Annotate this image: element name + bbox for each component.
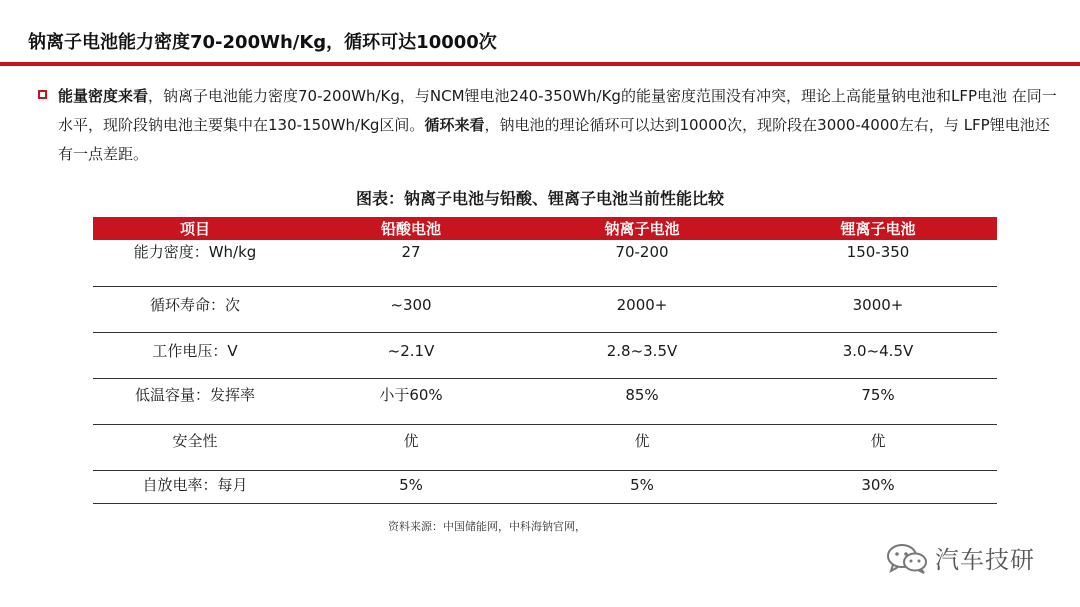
table-caption: 图表：钠离子电池与铅酸、锂离子电池当前性能比较 [355, 189, 724, 208]
sodium-ion-value: 70-200 [525, 240, 759, 286]
header-lead-acid: 铅酸电池 [297, 217, 525, 240]
row-label: 能力密度：Wh/kg [93, 240, 297, 286]
header-sodium-ion: 钠离子电池 [525, 217, 759, 240]
page-title: 钠离子电池能力密度70-200Wh/Kg，循环可达10000次 [28, 32, 497, 53]
lithium-ion-value: 优 [759, 424, 997, 470]
lithium-ion-value: 3000+ [759, 286, 997, 332]
row-label: 安全性 [93, 424, 297, 470]
lead-acid-value: ~300 [297, 286, 525, 332]
wechat-icon [885, 542, 929, 574]
watermark-text: 汽车技研 [935, 546, 1035, 574]
table-header-row [93, 217, 997, 240]
row-label: 低温容量：发挥率 [93, 378, 297, 424]
table-row [93, 378, 997, 424]
table-row [93, 470, 997, 503]
lithium-ion-value: 30% [759, 470, 997, 503]
lithium-ion-value: 75% [759, 378, 997, 424]
sodium-ion-value: 优 [525, 424, 759, 470]
lead-acid-value: 优 [297, 424, 525, 470]
lead-acid-value: 小于60% [297, 378, 525, 424]
watermark [885, 540, 1035, 575]
lithium-ion-value: 3.0~4.5V [759, 332, 997, 378]
sodium-ion-value: 2000+ [525, 286, 759, 332]
lithium-ion-value: 150-350 [759, 240, 997, 286]
source-note: 资料来源：中国储能网，中科海钠官网， [388, 520, 586, 533]
summary-text [58, 82, 1058, 169]
sodium-ion-value: 2.8~3.5V [525, 332, 759, 378]
row-label: 循环寿命：次 [93, 286, 297, 332]
lead-energy-density: 能量密度来看 [58, 87, 149, 105]
table-row [93, 332, 997, 378]
lead-cycle: 循环来看 [424, 116, 485, 134]
lead-acid-value: 5% [297, 470, 525, 503]
title-divider [0, 62, 1080, 66]
comparison-table [93, 217, 997, 504]
energy-density-text: ，钠离子电池能力密度70-200Wh/Kg，与NCM锂电池240-350Wh/Kg的能量密度范围没有冲突，理论上高能量钠电池和LFP电池 在同一水平，现阶段钠电池主要集中在130-150Wh/Kg区间。 [58, 87, 1057, 134]
sodium-ion-value: 5% [525, 470, 759, 503]
table-row [93, 286, 997, 332]
square-bullet-icon [38, 90, 47, 99]
row-label: 自放电率：每月 [93, 470, 297, 503]
header-lithium-ion: 锂离子电池 [759, 217, 997, 240]
header-item: 项目 [93, 217, 297, 240]
cycle-text: ，钠电池的理论循环可以达到10000次，现阶段在3000-4000左右，与 LFP锂电池还有一点差距。 [58, 116, 1050, 163]
lead-acid-value: 27 [297, 240, 525, 286]
lead-acid-value: ~2.1V [297, 332, 525, 378]
row-label: 工作电压：V [93, 332, 297, 378]
sodium-ion-value: 85% [525, 378, 759, 424]
table-row [93, 240, 997, 286]
table-row [93, 424, 997, 470]
summary-paragraph [38, 82, 1058, 169]
